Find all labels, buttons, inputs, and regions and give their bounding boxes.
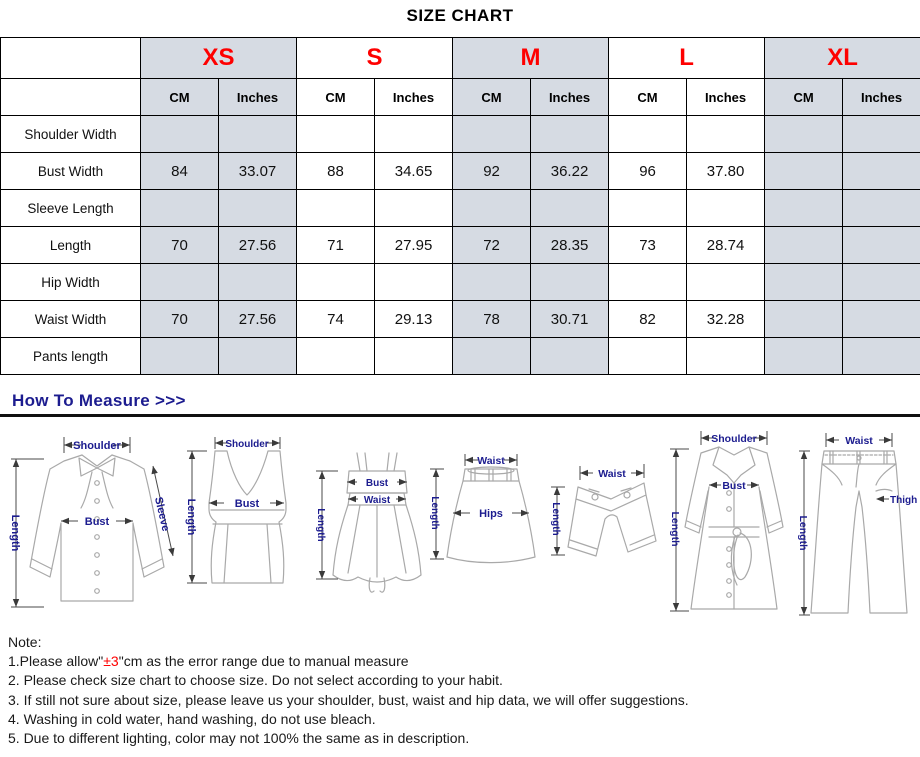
row-label: Shoulder Width (1, 116, 141, 153)
unit-header-cell: CM (297, 79, 375, 116)
tank-top-figure (180, 433, 312, 595)
value-cell: 27.56 (219, 301, 297, 338)
value-cell: 27.56 (219, 227, 297, 264)
table-row (1, 227, 920, 264)
skirt-hips-label: Hips (479, 508, 503, 520)
blouse-sleeve-label: Sleeve (151, 495, 172, 533)
shorts-drawing (568, 483, 656, 556)
value-cell (609, 338, 687, 375)
value-cell: 74 (297, 301, 375, 338)
row-label: Sleeve Length (1, 190, 141, 227)
value-cell (687, 116, 765, 153)
unit-header-cell: Inches (687, 79, 765, 116)
value-cell: 33.07 (219, 153, 297, 190)
unit-header-cell: Inches (219, 79, 297, 116)
note-line-4: 4. Washing in cold water, hand washing, do not use bleach. (8, 710, 376, 727)
shorts-waist-label: Waist (598, 468, 626, 480)
value-cell: 88 (297, 153, 375, 190)
size-header-s: S (297, 38, 453, 79)
coat-bust-label: Bust (722, 480, 746, 492)
value-cell (219, 190, 297, 227)
value-cell (297, 264, 375, 301)
value-cell (219, 338, 297, 375)
tank-top-bust-label: Bust (234, 498, 260, 510)
unit-header-cell: Inches (375, 79, 453, 116)
pants-figure (796, 429, 920, 629)
value-cell (843, 153, 920, 190)
value-cell (375, 190, 453, 227)
value-cell (609, 116, 687, 153)
row-label: Waist Width (1, 301, 141, 338)
dress-length-label: Length (315, 508, 326, 542)
value-cell (141, 190, 219, 227)
unit-header-cell: Inches (531, 79, 609, 116)
value-cell: 30.71 (531, 301, 609, 338)
size-header-xl: XL (765, 38, 920, 79)
note-line-1 (8, 652, 913, 671)
skirt-waist-label: Waist (477, 455, 505, 467)
blouse-figure (2, 429, 178, 631)
note-line-3: 3. If still not sure about size, please leave us your shoulder, bust, waist and hip data, we will offer suggestions. (8, 691, 689, 708)
value-cell (297, 338, 375, 375)
value-cell: 37.80 (687, 153, 765, 190)
dress-waist-label: Waist (363, 495, 391, 506)
shorts-figure (545, 455, 673, 567)
value-cell: 72 (453, 227, 531, 264)
row-label: Bust Width (1, 153, 141, 190)
value-cell (765, 264, 843, 301)
unit-header-cell: CM (453, 79, 531, 116)
pants-length-label: Length (797, 515, 809, 551)
coat-drawing (685, 447, 783, 609)
size-header-xs: XS (141, 38, 297, 79)
coat-length-label: Length (669, 511, 681, 547)
pants-drawing (811, 451, 907, 613)
value-cell (219, 264, 297, 301)
note-1-suffix: "cm as the error range due to manual measure (118, 653, 409, 670)
pants-waist-label: Waist (845, 435, 873, 447)
row-label: Hip Width (1, 264, 141, 301)
value-cell (219, 116, 297, 153)
size-header-m: M (453, 38, 609, 79)
value-cell (609, 264, 687, 301)
value-cell: 28.74 (687, 227, 765, 264)
value-cell (375, 116, 453, 153)
blouse-drawing (30, 455, 164, 601)
row-label: Pants length (1, 338, 141, 375)
how-to-measure-heading: How To Measure >>> (12, 391, 186, 410)
value-cell: 32.28 (687, 301, 765, 338)
value-cell (843, 190, 920, 227)
note-1-highlight: ±3 (103, 653, 119, 670)
table-row (1, 116, 920, 153)
value-cell (453, 338, 531, 375)
skirt-figure (425, 451, 547, 579)
table-row (1, 190, 920, 227)
measure-figures (0, 423, 920, 635)
value-cell (453, 190, 531, 227)
value-cell: 82 (609, 301, 687, 338)
table-row (1, 264, 920, 301)
tank-top-length-label: Length (185, 498, 197, 536)
section-divider (0, 414, 920, 417)
tank-top-shoulder-label: Shoulder (225, 439, 269, 450)
notes-heading: Note: (8, 634, 42, 650)
value-cell: 70 (141, 301, 219, 338)
value-cell: 28.35 (531, 227, 609, 264)
value-cell: 36.22 (531, 153, 609, 190)
table-corner-cell (1, 79, 141, 116)
note-line-2: 2. Please check size chart to choose size. Do not select according to your habit. (8, 672, 503, 689)
value-cell (843, 264, 920, 301)
value-cell (375, 338, 453, 375)
value-cell (765, 227, 843, 264)
value-cell: 84 (141, 153, 219, 190)
blouse-length-label: Length (9, 514, 21, 552)
value-cell (843, 116, 920, 153)
value-cell (687, 264, 765, 301)
value-cell (609, 190, 687, 227)
value-cell (765, 190, 843, 227)
value-cell (687, 338, 765, 375)
value-cell (141, 116, 219, 153)
value-cell (141, 338, 219, 375)
table-row (1, 301, 920, 338)
table-row (1, 153, 920, 190)
value-cell (531, 190, 609, 227)
coat-shoulder-label: Shoulder (711, 433, 757, 445)
value-cell (531, 338, 609, 375)
size-chart-table (0, 37, 920, 375)
unit-header-cell: CM (141, 79, 219, 116)
note-1-prefix: 1.Please allow" (8, 653, 104, 670)
value-cell (765, 338, 843, 375)
value-cell (375, 264, 453, 301)
value-cell: 92 (453, 153, 531, 190)
blouse-shoulder-label: Shoulder (73, 440, 121, 452)
dress-dimensions (315, 471, 407, 579)
unit-header-cell: Inches (843, 79, 920, 116)
value-cell (687, 190, 765, 227)
shorts-length-label: Length (550, 502, 561, 536)
value-cell (141, 264, 219, 301)
unit-header-cell: CM (609, 79, 687, 116)
value-cell (843, 227, 920, 264)
table-row (1, 338, 920, 375)
value-cell: 78 (453, 301, 531, 338)
coat-figure (663, 429, 798, 629)
dress-bust-label: Bust (365, 478, 389, 489)
value-cell (453, 264, 531, 301)
table-corner-cell (1, 38, 141, 79)
page-title: SIZE CHART (406, 6, 514, 25)
size-header-l: L (609, 38, 765, 79)
pants-thigh-label: Thigh (890, 495, 918, 506)
row-label: Length (1, 227, 141, 264)
dress-drawing (333, 453, 421, 592)
tank-top-drawing (209, 451, 286, 583)
value-cell: 73 (609, 227, 687, 264)
note-line-5: 5. Due to different lighting, color may not 100% the same as in description. (8, 730, 470, 747)
value-cell (531, 264, 609, 301)
value-cell: 27.95 (375, 227, 453, 264)
value-cell (531, 116, 609, 153)
blouse-bust-label: Bust (84, 516, 110, 528)
value-cell (297, 190, 375, 227)
value-cell: 29.13 (375, 301, 453, 338)
value-cell (297, 116, 375, 153)
value-cell (765, 116, 843, 153)
value-cell (843, 301, 920, 338)
value-cell: 96 (609, 153, 687, 190)
value-cell (453, 116, 531, 153)
value-cell (765, 153, 843, 190)
skirt-length-label: Length (429, 496, 440, 530)
value-cell: 34.65 (375, 153, 453, 190)
unit-header-cell: CM (765, 79, 843, 116)
notes-section (8, 633, 913, 748)
value-cell: 71 (297, 227, 375, 264)
shorts-dimensions (550, 464, 644, 555)
value-cell (765, 301, 843, 338)
value-cell (843, 338, 920, 375)
value-cell: 70 (141, 227, 219, 264)
